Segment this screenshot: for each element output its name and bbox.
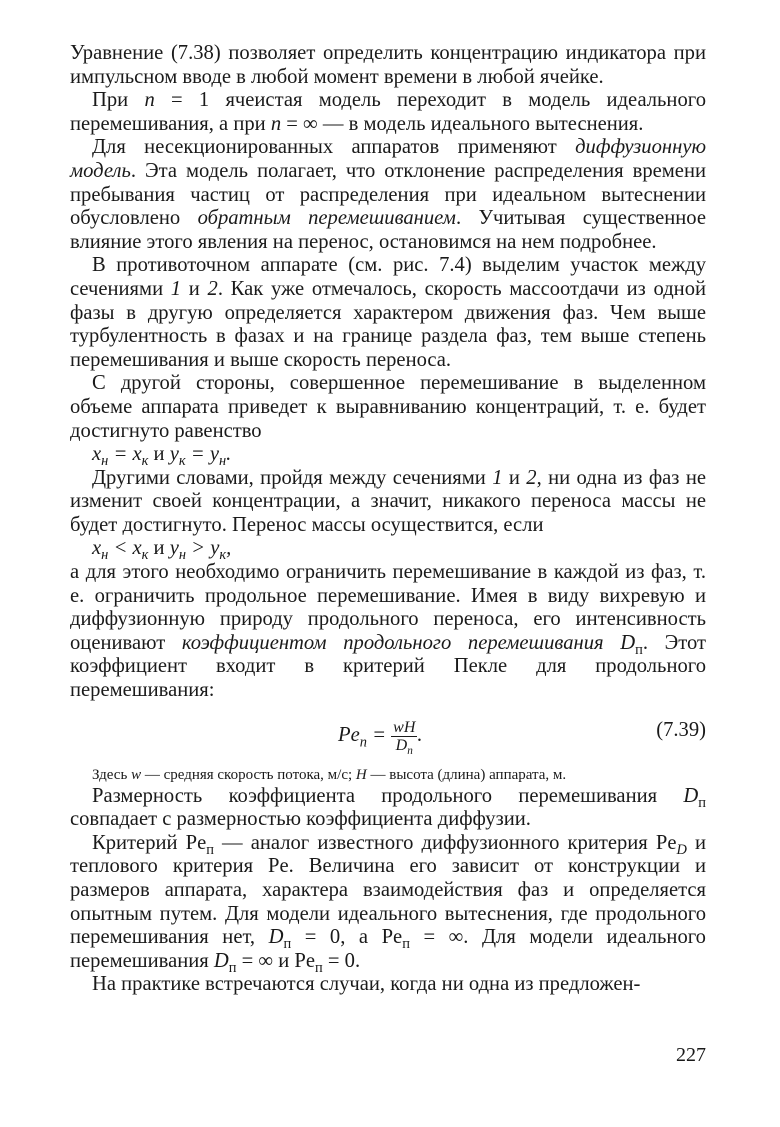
page-body xyxy=(70,42,706,997)
equation-note: Здесь w — средняя скорость потока, м/с; H — высота (длина) аппарата, м. xyxy=(92,766,567,783)
equation-peclet xyxy=(70,709,706,765)
paragraph-2: При n = 1 ячеистая модель переходит в модель идеального перемешивания, а при n = ∞ — в модель идеального вытеснения. xyxy=(70,89,706,135)
paragraph-6: Другими словами, пройдя между сечениями 1 и 2, ни одна из фаз не изменит своей концентрации, а значит, никакого переноса массы не будет достигнуто. Перенос массы осуществится, если xyxy=(70,466,706,536)
paragraph-1: Уравнение (7.38) позволяет определить концентрацию индикатора при импульсном вводе в любой момент времени в любой ячейке. xyxy=(70,42,706,88)
paragraph-7: а для этого необходимо ограничить перемешивание в каждой из фаз, т. е. ограничить продольное перемешивание. Имея в виду вихревую и диффузионную природу продольного переноса, его интенсивность оценивают коэффициентом продольного перемешивания $D_п$. Этот коэффициент входит в критерий Пекле для продольного перемешивания: xyxy=(70,561,707,702)
fraction: $\frac{wH}{D_п}$ xyxy=(393,718,416,757)
equation-equality: $x_н = x_к$ и $y_к = y_н$. xyxy=(92,443,232,470)
page-number: 227 xyxy=(676,1044,706,1066)
paragraph-8: Размерность коэффициента продольного перемешивания $D_п$ совпадает с размерностью коэффициента диффузии. xyxy=(70,784,706,831)
equation-number: (7.39) xyxy=(656,718,706,741)
equation-inequality: $x_н < x_к$ и $y_н > y_к$, xyxy=(92,537,232,564)
paragraph-9: Критерий $Pe_п$ — аналог известного диффузионного критерия $Pe_D$ и теплового критерия Pe. Величина его зависит от конструкции и размеров аппарата, характера взаимодействия фаз и определяется опытным путем. Для модели идеального вытеснения, где продольного перемешивания нет, $D_п = 0$, а $Pe_п$ = ∞. Для модели идеального перемешивания $D_п$ = ∞ и $Pe_п = 0$. xyxy=(70,831,706,976)
paragraph-3: Для несекционированных аппаратов применяют диффузионную модель. Эта модель полагает, что отклонение распределения времени пребывания частиц от распределения при идеальном вытеснении обусловлено обратным перемешиванием. Учитывая существенное влияние этого явления на перенос, остановимся на нем подробнее. xyxy=(70,136,706,253)
peclet-formula: $Pe_п$ = $\frac{wH}{D_п}$ . xyxy=(338,718,423,757)
paragraph-5: С другой стороны, совершенное перемешивание в выделенном объеме аппарата приведет к выравниванию концентраций, т. е. будет достигнуто равенство xyxy=(70,372,706,442)
paragraph-4: В противоточном аппарате (см. рис. 7.4) выделим участок между сечениями 1 и 2. Как уже отмечалось, скорость массоотдачи из одной фазы в другую определяется характером движения фаз. Чем выше турбулентность в фазах и на границе раздела фаз, тем выше степень перемешивания и выше скорость переноса. xyxy=(70,254,707,371)
paragraph-10: На практике встречаются случаи, когда ни одна из предложен- xyxy=(92,973,641,996)
